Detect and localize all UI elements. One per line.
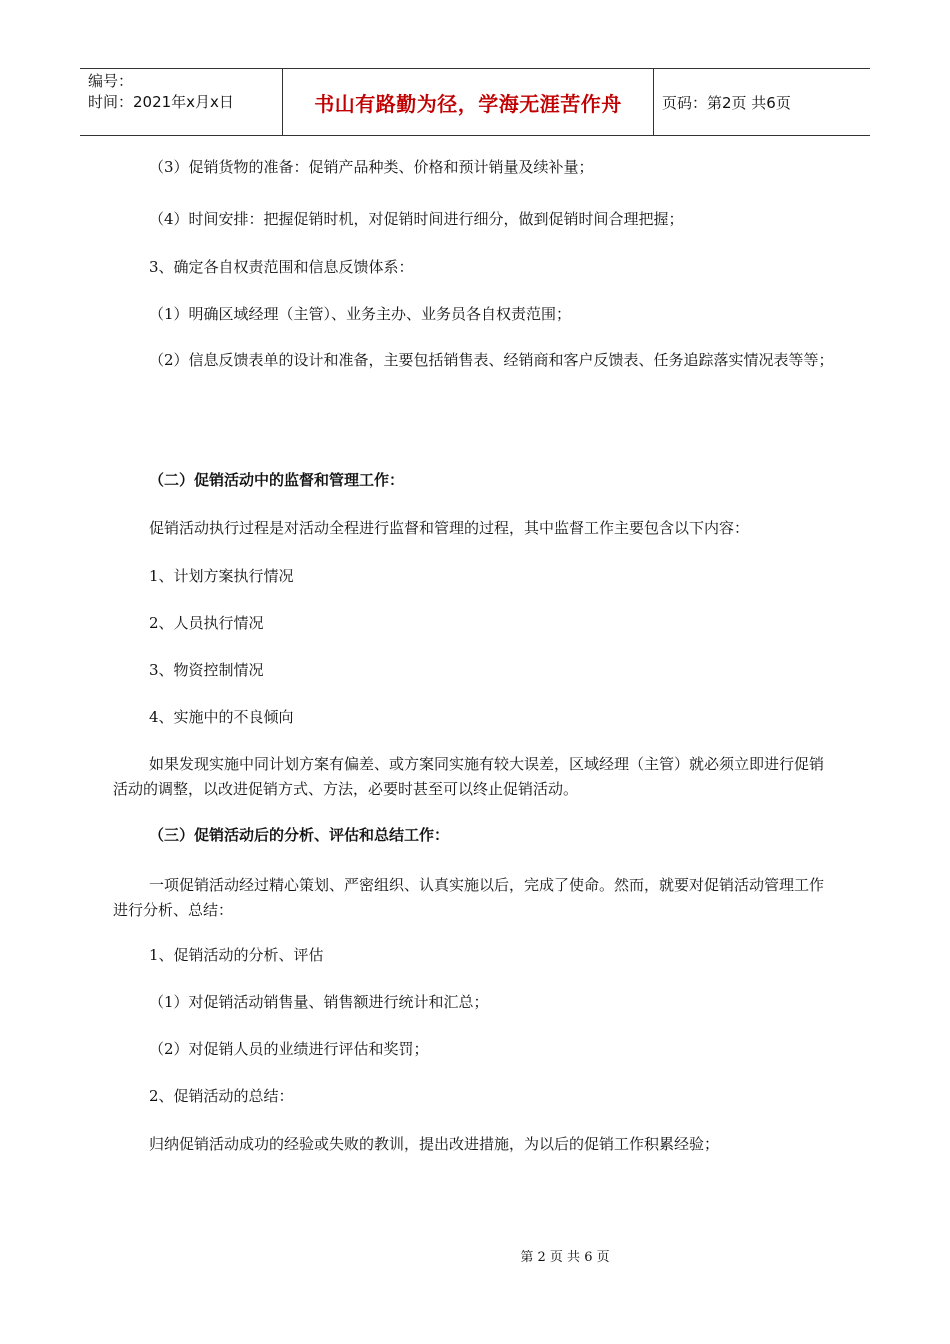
document-code-label: 编号：: [88, 72, 134, 90]
list-item: 1、促销活动的分析、评估: [149, 946, 324, 964]
header-motto-cell: [282, 69, 654, 135]
paragraph: （1）明确区域经理（主管）、业务主办、业务员各自权责范围；: [149, 305, 572, 323]
footer-page-number: 第 2 页 共 6 页: [520, 1250, 610, 1265]
paragraph: 3、确定各自权责范围和信息反馈体系：: [149, 258, 414, 276]
paragraph: （4）时间安排：把握促销时机，对促销时间进行细分，做到促销时间合理把握；: [149, 210, 684, 228]
list-item: 4、实施中的不良倾向: [149, 708, 294, 726]
list-item: （2）对促销人员的业绩进行评估和奖罚；: [149, 1040, 429, 1058]
paragraph: 如果发现实施中同计划方案有偏差、或方案同实施有较大误差，区域经理（主管）就必须立即进行促销活动的调整，以改进促销方式、方法，必要时甚至可以终止促销活动。: [113, 755, 825, 798]
list-item: 2、促销活动的总结：: [149, 1087, 294, 1105]
section-heading: （三）促销活动后的分析、评估和总结工作：: [149, 826, 450, 844]
section-heading: （二）促销活动中的监督和管理工作：: [149, 471, 405, 489]
list-item: 3、物资控制情况: [149, 661, 264, 679]
list-item: 2、人员执行情况: [149, 614, 264, 632]
document-header: [80, 68, 870, 136]
page-footer: [0, 1246, 950, 1265]
header-meta: [80, 69, 282, 135]
header-motto: 书山有路勤为径，学海无涯苦作舟: [314, 91, 622, 116]
header-page-cell: [654, 69, 870, 135]
list-item: 1、计划方案执行情况: [149, 567, 294, 585]
header-page-info: 页码：第2页 共6页: [662, 93, 791, 112]
paragraph: 促销活动执行过程是对活动全程进行监督和管理的过程，其中监督工作主要包含以下内容：: [149, 519, 750, 537]
paragraph: 归纳促销活动成功的经验或失败的教训，提出改进措施，为以后的促销工作积累经验；: [149, 1135, 720, 1153]
paragraph: （3）促销货物的准备：促销产品种类、价格和预计销量及续补量；: [149, 158, 594, 176]
paragraph: 一项促销活动经过精心策划、严密组织、认真实施以后，完成了使命。然而，就要对促销活动管理工作进行分析、总结：: [113, 876, 825, 919]
list-item: （1）对促销活动销售量、销售额进行统计和汇总；: [149, 993, 489, 1011]
document-time: 时间：2021年x月x日: [88, 93, 234, 111]
paragraph: （2）信息反馈表单的设计和准备，主要包括销售表、经销商和客户反馈表、任务追踪落实情况表等等；: [149, 351, 834, 369]
